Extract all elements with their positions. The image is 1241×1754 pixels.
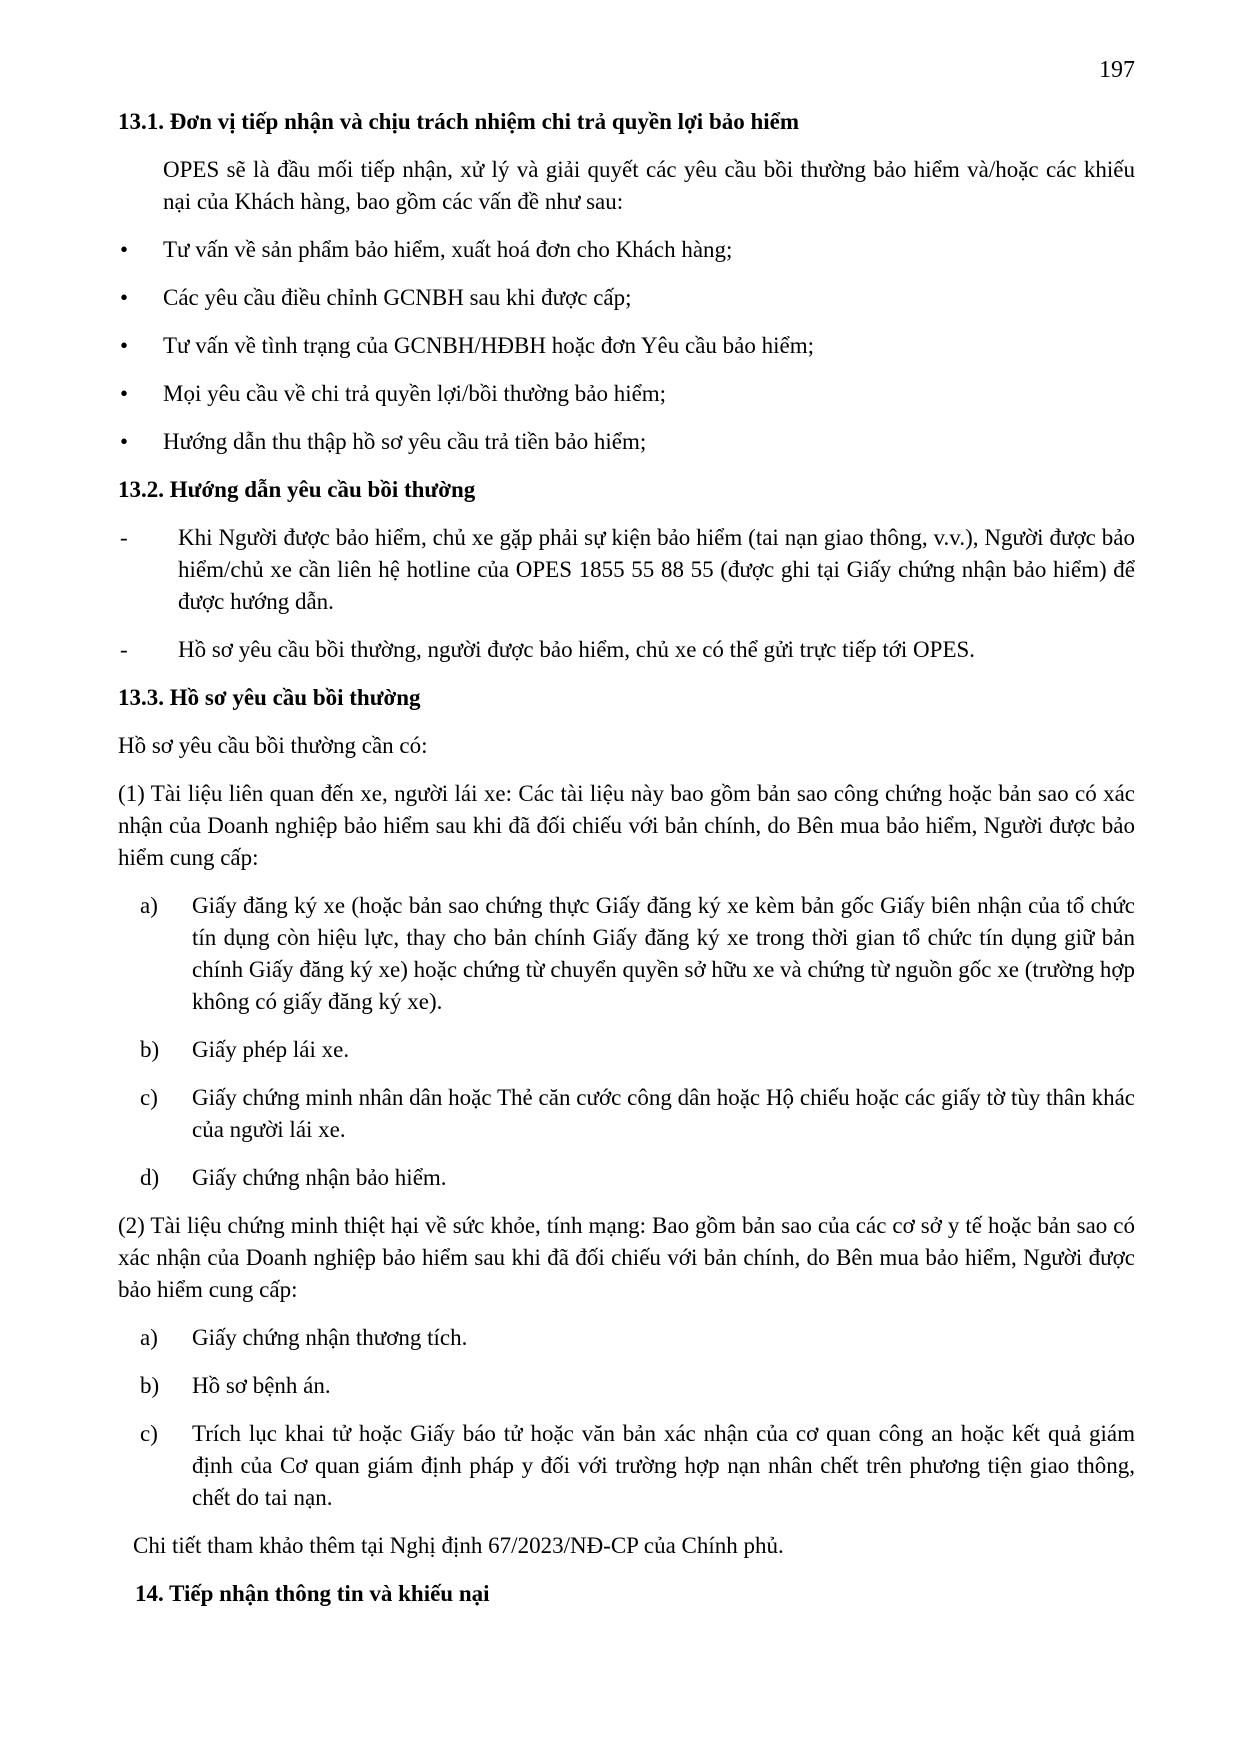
reference-note: Chi tiết tham khảo thêm tại Nghị định 67/2023/NĐ-CP của Chính phủ. <box>133 1533 784 1558</box>
list-item <box>118 1162 1135 1194</box>
section-13-2-heading: 13.2. Hướng dẫn yêu cầu bồi thường <box>118 477 476 502</box>
list-item-marker: c) <box>140 1421 158 1446</box>
bullet-marker: • <box>120 285 129 310</box>
list-item <box>118 890 1135 1018</box>
dash-text: Hồ sơ yêu cầu bồi thường, người được bảo hiểm, chủ xe có thể gửi trực tiếp tới OPES. <box>178 637 976 662</box>
dash-text: Khi Người được bảo hiểm, chủ xe gặp phải sự kiện bảo hiểm (tai nạn giao thông, v.v.), Người được bảo hiểm/chủ xe cần liên hệ hotline của OPES 1855 55 88 55 (được ghi tại Giấy chứng nhận bảo hiểm) để được hướng dẫn. <box>178 525 1135 614</box>
bullet-text: Tư vấn về tình trạng của GCNBH/HĐBH hoặc đơn Yêu cầu bảo hiểm; <box>163 333 815 358</box>
list-item-text: Giấy đăng ký xe (hoặc bản sao chứng thực Giấy đăng ký xe kèm bản gốc Giấy biên nhận của tổ chức tín dụng còn hiệu lực, thay cho bản chính Giấy đăng ký xe trong thời gian tổ chức tín dụng giữ bản chính Giấy đăng ký xe) hoặc chứng từ chuyển quyền sở hữu xe và chứng từ nguồn gốc xe (trường hợp không có giấy đăng ký xe). <box>192 893 1135 1014</box>
list-item <box>118 1034 1135 1066</box>
dash-marker: - <box>120 637 128 662</box>
list-item <box>118 1322 1135 1354</box>
bullet-item <box>118 426 1135 458</box>
list-item-marker: c) <box>140 1085 158 1110</box>
list-item <box>118 1418 1135 1514</box>
bullet-marker: • <box>120 237 129 262</box>
list-item-marker: b) <box>140 1373 160 1398</box>
bullet-marker: • <box>120 429 129 454</box>
section-13-1-intro: OPES sẽ là đầu mối tiếp nhận, xử lý và giải quyết các yêu cầu bồi thường bảo hiểm và/hoặc các khiếu nại của Khách hàng, bao gồm các vấn đề như sau: <box>163 157 1135 214</box>
documents-group-1-paragraph: (1) Tài liệu liên quan đến xe, người lái xe: Các tài liệu này bao gồm bản sao công chứng hoặc bản sao có xác nhận của Doanh nghiệp bảo hiểm sau khi đã đối chiếu với bản chính, do Bên mua bảo hiểm, Người được bảo hiểm cung cấp: <box>118 781 1135 870</box>
list-item-marker: d) <box>140 1165 160 1190</box>
list-item-text: Giấy phép lái xe. <box>192 1037 350 1062</box>
section-13-3-lead: Hồ sơ yêu cầu bồi thường cần có: <box>118 733 428 758</box>
documents-group-2-paragraph: (2) Tài liệu chứng minh thiệt hại về sức khỏe, tính mạng: Bao gồm bản sao của các cơ sở y tế hoặc bản sao có xác nhận của Doanh nghiệp bảo hiểm sau khi đã đối chiếu với bản chính, do Bên mua bảo hiểm, Người được bảo hiểm cung cấp: <box>118 1213 1135 1302</box>
list-item-text: Giấy chứng minh nhân dân hoặc Thẻ căn cước công dân hoặc Hộ chiếu hoặc các giấy tờ tùy thân khác của người lái xe. <box>192 1085 1135 1142</box>
section-13-3-heading: 13.3. Hồ sơ yêu cầu bồi thường <box>118 685 421 710</box>
section-14-heading: 14. Tiếp nhận thông tin và khiếu nại <box>135 1581 490 1606</box>
list-item <box>118 1370 1135 1402</box>
list-item-marker: a) <box>140 893 158 918</box>
dash-marker: - <box>120 525 128 550</box>
bullet-text: Hướng dẫn thu thập hồ sơ yêu cầu trả tiền bảo hiểm; <box>163 429 647 454</box>
bullet-item <box>118 378 1135 410</box>
list-item-marker: a) <box>140 1325 158 1350</box>
dash-item <box>118 522 1135 618</box>
bullet-text: Các yêu cầu điều chỉnh GCNBH sau khi được cấp; <box>163 285 632 310</box>
section-13-1-heading: 13.1. Đơn vị tiếp nhận và chịu trách nhiệm chi trả quyền lợi bảo hiểm <box>118 109 800 134</box>
list-item-text: Giấy chứng nhận bảo hiểm. <box>192 1165 447 1190</box>
bullet-text: Mọi yêu cầu về chi trả quyền lợi/bồi thường bảo hiểm; <box>163 381 667 406</box>
list-item <box>118 1082 1135 1146</box>
list-item-text: Giấy chứng nhận thương tích. <box>192 1325 468 1350</box>
bullet-text: Tư vấn về sản phẩm bảo hiểm, xuất hoá đơn cho Khách hàng; <box>163 237 733 262</box>
list-item-text: Trích lục khai tử hoặc Giấy báo tử hoặc văn bản xác nhận của cơ quan công an hoặc kết quả giám định của Cơ quan giám định pháp y đối với trường hợp nạn nhân chết trên phương tiện giao thông, chết do tai nạn. <box>192 1421 1135 1510</box>
bullet-marker: • <box>120 333 129 358</box>
dash-item <box>118 634 1135 666</box>
list-item-marker: b) <box>140 1037 160 1062</box>
list-item-text: Hồ sơ bệnh án. <box>192 1373 331 1398</box>
page-number: 197 <box>1099 57 1135 83</box>
bullet-item <box>118 282 1135 314</box>
bullet-item <box>118 330 1135 362</box>
bullet-item <box>118 234 1135 266</box>
bullet-marker: • <box>120 381 129 406</box>
